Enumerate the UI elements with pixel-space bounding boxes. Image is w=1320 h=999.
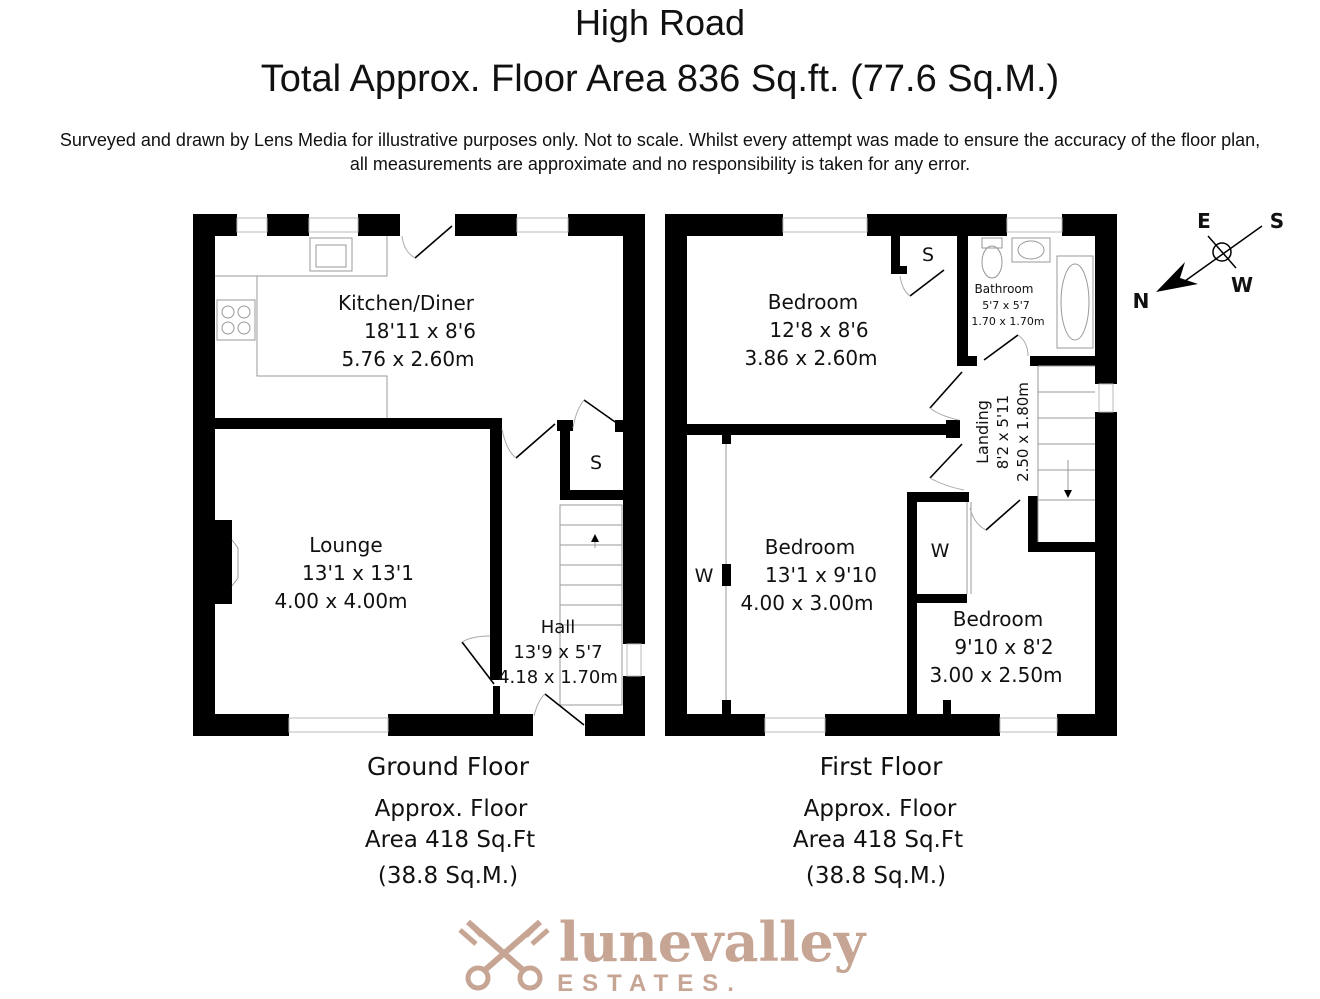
kitchen-name: Kitchen/Diner xyxy=(337,291,475,315)
first-floor-area-line3: (38.8 Sq.M.) xyxy=(805,863,947,889)
landing-name: Landing xyxy=(973,400,992,464)
bedroom3-imperial: 9'10 x 8'2 xyxy=(954,635,1054,659)
lounge-imperial: 13'1 x 13'1 xyxy=(302,561,414,585)
kitchen-imperial: 18'11 x 8'6 xyxy=(364,319,476,343)
compass-south: S xyxy=(1269,209,1285,233)
first-floor-title: First Floor xyxy=(819,752,943,781)
first-store-label: S xyxy=(921,244,935,266)
bathroom-imperial: 5'7 x 5'7 xyxy=(982,299,1030,312)
lounge-name: Lounge xyxy=(309,533,383,557)
disclaimer-line-1: Surveyed and drawn by Lens Media for illustrative purposes only. Not to scale. Whilst every attempt was made to ensure the accuracy of the floor plan, xyxy=(59,130,1261,150)
ground-floor-area-line1: Approx. Floor xyxy=(374,796,528,822)
page-title: High Road xyxy=(574,2,746,43)
compass-east: E xyxy=(1197,209,1211,233)
logo-tagline: ESTATES. xyxy=(557,970,743,997)
compass-west: W xyxy=(1230,273,1254,297)
bathroom-metric: 1.70 x 1.70m xyxy=(971,315,1045,328)
crossed-keys-icon xyxy=(460,922,548,988)
wardrobe1-label: W xyxy=(694,565,714,587)
first-floor-area-line1: Approx. Floor xyxy=(803,796,957,822)
logo-wordmark: lunevalley xyxy=(558,910,866,974)
kitchen-metric: 5.76 x 2.60m xyxy=(341,347,475,371)
bedroom2-name: Bedroom xyxy=(764,535,856,559)
landing-imperial: 8'2 x 5'11 xyxy=(994,394,1012,470)
ground-floor-area-line3: (38.8 Sq.M.) xyxy=(377,863,519,889)
landing-metric: 2.50 x 1.80m xyxy=(1014,382,1032,482)
bedroom1-imperial: 12'8 x 8'6 xyxy=(769,318,869,342)
hall-metric: 4.18 x 1.70m xyxy=(498,667,618,688)
lounge-metric: 4.00 x 4.00m xyxy=(274,589,408,613)
bedroom1-name: Bedroom xyxy=(767,290,859,314)
wardrobe2-label: W xyxy=(930,540,950,562)
bedroom2-metric: 4.00 x 3.00m xyxy=(740,591,874,615)
ground-floor-area-line2: Area 418 Sq.Ft xyxy=(364,827,536,853)
ground-store-label: S xyxy=(589,452,603,474)
ground-floor-title: Ground Floor xyxy=(366,752,530,781)
bedroom3-metric: 3.00 x 2.50m xyxy=(929,663,1063,687)
bathroom-name: Bathroom xyxy=(974,282,1034,296)
bedroom2-imperial: 13'1 x 9'10 xyxy=(765,563,877,587)
total-area-subtitle: Total Approx. Floor Area 836 Sq.ft. (77.6 Sq.M.) xyxy=(260,58,1060,100)
compass-north: N xyxy=(1132,289,1150,313)
bedroom1-metric: 3.86 x 2.60m xyxy=(744,346,878,370)
hall-name: Hall xyxy=(540,617,576,638)
first-floor-area-line2: Area 418 Sq.Ft xyxy=(792,827,964,853)
hall-imperial: 13'9 x 5'7 xyxy=(513,642,603,663)
disclaimer-line-2: all measurements are approximate and no responsibility is taken for any error. xyxy=(349,154,971,174)
bedroom3-name: Bedroom xyxy=(952,607,1044,631)
